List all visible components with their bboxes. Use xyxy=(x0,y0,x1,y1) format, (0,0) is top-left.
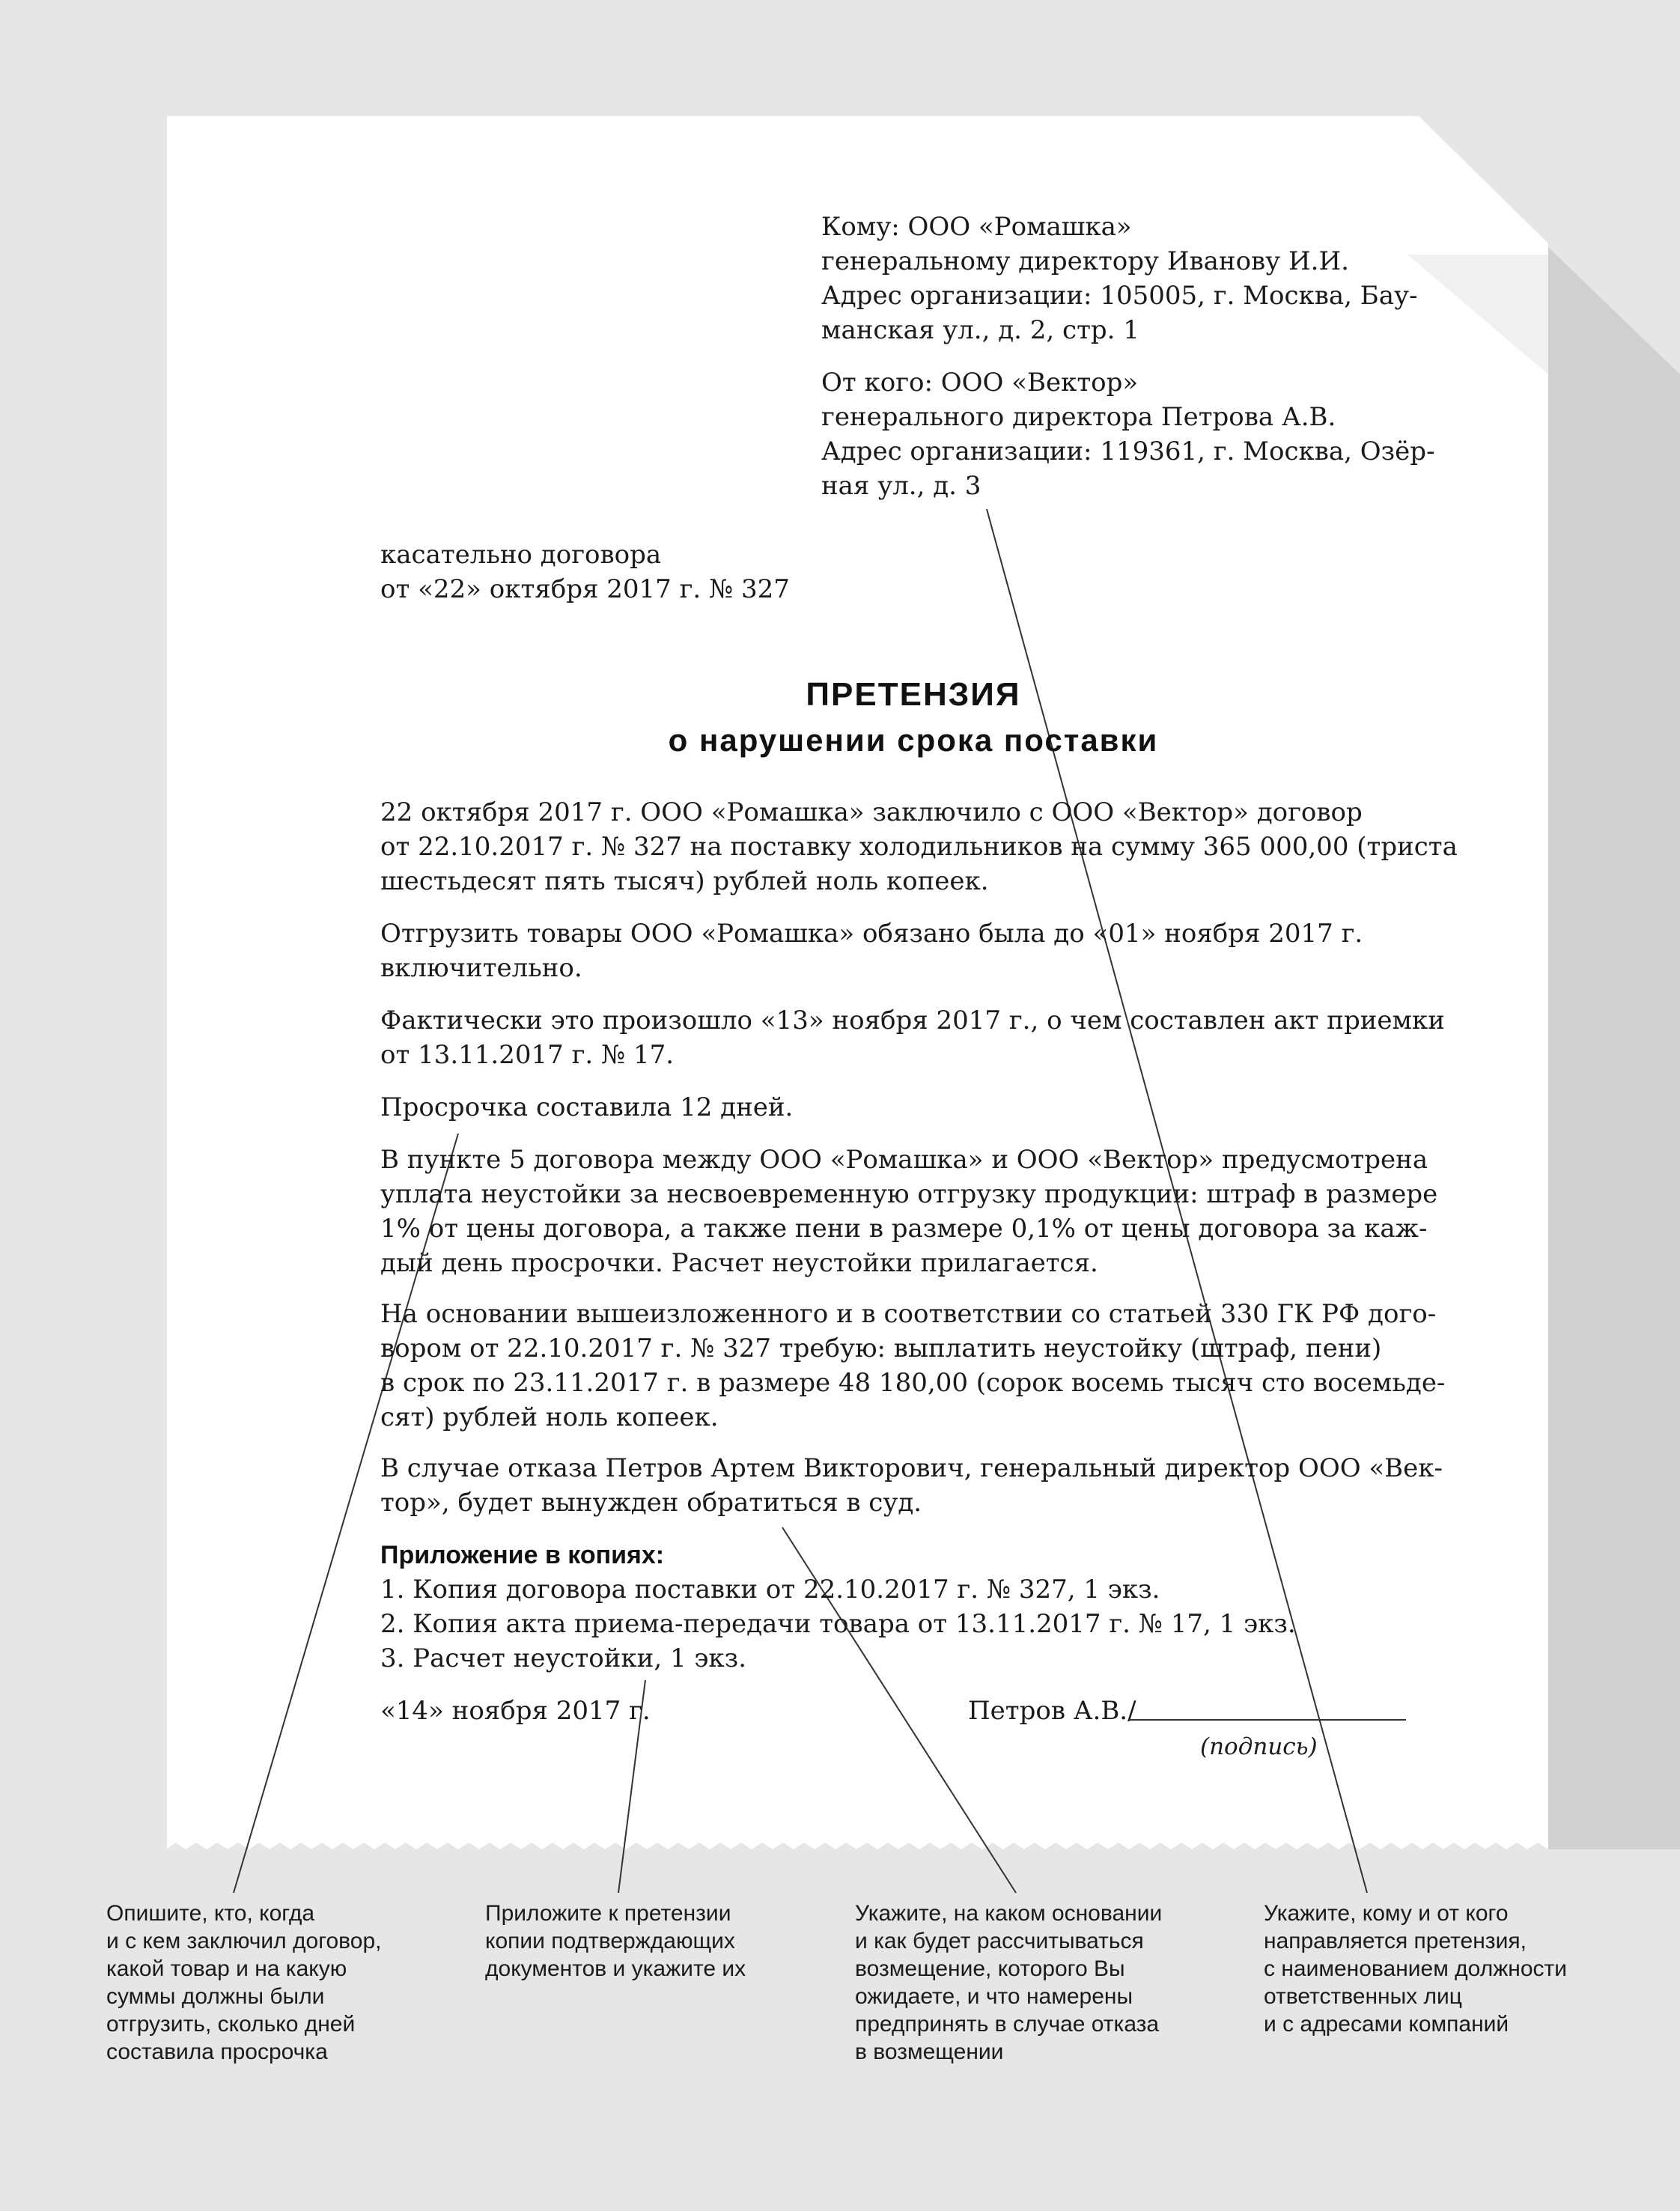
paragraph-line: Фактически это произошло «13» ноября 2017 г., о чем составлен акт приемки xyxy=(380,1006,1445,1035)
recipient-line: генеральному директору Иванову И.И. xyxy=(821,246,1349,276)
annotation-line: в возмещении xyxy=(855,2040,1004,2064)
annotation-line: и с адресами компаний xyxy=(1264,2012,1509,2037)
paragraph-line: включительно. xyxy=(380,953,582,983)
paragraph-line: 1% от цены договора, а также пени в размере 0,1% от цены договора за каж- xyxy=(380,1214,1428,1244)
annotation-line: ожидаете, и что намерены xyxy=(855,1984,1133,2009)
annotation-line: и с кем заключил договор, xyxy=(106,1929,382,1953)
paragraph-line: В случае отказа Петров Артем Викторович, генеральный директор ООО «Век- xyxy=(380,1453,1443,1483)
annotation-line: отгрузить, сколько дней xyxy=(106,2012,356,2037)
signer-name: Петров А.В./ xyxy=(968,1696,1136,1726)
paragraph-line: дый день просрочки. Расчет неустойки прилагается. xyxy=(380,1248,1098,1278)
signature-caption: (подпись) xyxy=(1200,1733,1318,1760)
recipient-line: манская ул., д. 2, стр. 1 xyxy=(821,315,1139,345)
paragraph-line: тор», будет вынужден обратиться в суд. xyxy=(380,1488,922,1518)
annotation-line: какой товар и на какую xyxy=(106,1956,347,1981)
annotation-line: Укажите, на каком основании xyxy=(855,1901,1163,1926)
sender-line: генерального директора Петрова А.В. xyxy=(821,402,1336,432)
signature-line xyxy=(1129,1719,1406,1721)
attachment-item: 1. Копия договора поставки от 22.10.2017 г. № 327, 1 экз. xyxy=(380,1575,1160,1605)
paragraph-line: вором от 22.10.2017 г. № 327 требую: выплатить неустойку (штраф, пени) xyxy=(380,1333,1382,1363)
contract-reference xyxy=(380,538,790,606)
document-date: «14» ноября 2017 г. xyxy=(380,1696,651,1726)
attachments-heading: Приложение в копиях: xyxy=(380,1541,665,1569)
annotation-line: и как будет рассчитываться xyxy=(855,1929,1144,1953)
paper-shadow xyxy=(1548,247,1680,1849)
annotation-line: возмещение, которого Вы xyxy=(855,1956,1125,1981)
sender-line: Адрес организации: 119361, г. Москва, Озёр- xyxy=(821,437,1435,466)
annotation-line: копии подтверждающих xyxy=(485,1929,735,1953)
recipient-block xyxy=(821,210,1418,347)
annotation-line: ответственных лиц xyxy=(1264,1984,1462,2009)
annotation-line: предпринять в случае отказа xyxy=(855,2012,1160,2037)
paragraph-line: от 22.10.2017 г. № 327 на поставку холодильников на сумму 365 000,00 (триста xyxy=(380,832,1458,862)
paragraph-line: Отгрузить товары ООО «Ромашка» обязано была до «01» ноября 2017 г. xyxy=(380,919,1363,949)
recipient-line: Адрес организации: 105005, г. Москва, Бау- xyxy=(821,281,1418,311)
paragraph-line: от 13.11.2017 г. № 17. xyxy=(380,1040,675,1070)
paragraph-line: В пункте 5 договора между ООО «Ромашка» и ООО «Вектор» предусмотрена xyxy=(380,1145,1428,1175)
annotation-line: Приложите к претензии xyxy=(485,1901,731,1926)
paragraph-delay xyxy=(380,1090,793,1125)
sender-line: ная ул., д. 3 xyxy=(821,471,981,501)
paragraph-demand xyxy=(380,1297,1445,1435)
attachment-item: 3. Расчет неустойки, 1 экз. xyxy=(380,1643,747,1673)
paragraph-line: уплата неустойки за несвоевременную отгрузку продукции: штраф в размере xyxy=(380,1179,1438,1209)
annotation-line: составила просрочка xyxy=(106,2040,328,2064)
document-subtitle: о нарушении срока поставки xyxy=(668,723,1159,758)
annotation-line: направляется претензия, xyxy=(1264,1929,1527,1953)
annotation-line: с наименованием должности xyxy=(1264,1956,1568,1981)
paragraph-line: На основании вышеизложенного и в соответствии со статьей 330 ГК РФ дого- xyxy=(380,1299,1437,1329)
paragraph-penalty-terms xyxy=(380,1143,1437,1280)
paragraph-refusal xyxy=(380,1451,1443,1520)
reference-line: касательно договора xyxy=(380,540,662,570)
sender-line: От кого: ООО «Вектор» xyxy=(821,368,1139,398)
paragraph-line: сят) рублей ноль копеек. xyxy=(380,1402,719,1432)
paragraph-line: в срок по 23.11.2017 г. в размере 48 180,00 (сорок восемь тысяч сто восемьде- xyxy=(380,1368,1446,1398)
reference-line: от «22» октября 2017 г. № 327 xyxy=(380,574,790,604)
attachment-item: 2. Копия акта приема-передачи товара от 13.11.2017 г. № 17, 1 экз. xyxy=(380,1609,1296,1639)
annotation-line: Опишите, кто, когда xyxy=(106,1901,315,1926)
paragraph-line: шестьдесят пять тысяч) рублей ноль копеек. xyxy=(380,866,989,896)
annotation-attachments xyxy=(485,1900,746,1983)
annotation-line: суммы должны были xyxy=(106,1984,325,2009)
paragraph-deadline xyxy=(380,916,1363,985)
paragraph-line: Просрочка составила 12 дней. xyxy=(380,1092,794,1122)
document-title: ПРЕТЕНЗИЯ xyxy=(806,676,1021,713)
recipient-line: Кому: ООО «Ромашка» xyxy=(821,212,1132,242)
paragraph-contract xyxy=(380,795,1458,898)
annotation-line: Укажите, кому и от кого xyxy=(1264,1901,1509,1926)
paragraph-actual-delivery xyxy=(380,1003,1445,1072)
annotation-compensation-basis xyxy=(855,1900,1162,2066)
annotation-line: документов и укажите их xyxy=(485,1956,746,1981)
annotation-contract-description xyxy=(106,1900,381,2066)
sender-block xyxy=(821,365,1435,503)
paragraph-line: 22 октября 2017 г. ООО «Ромашка» заключило с ООО «Вектор» договор xyxy=(380,797,1363,827)
annotation-addressees xyxy=(1264,1900,1567,2038)
attachments-list xyxy=(380,1572,1296,1676)
